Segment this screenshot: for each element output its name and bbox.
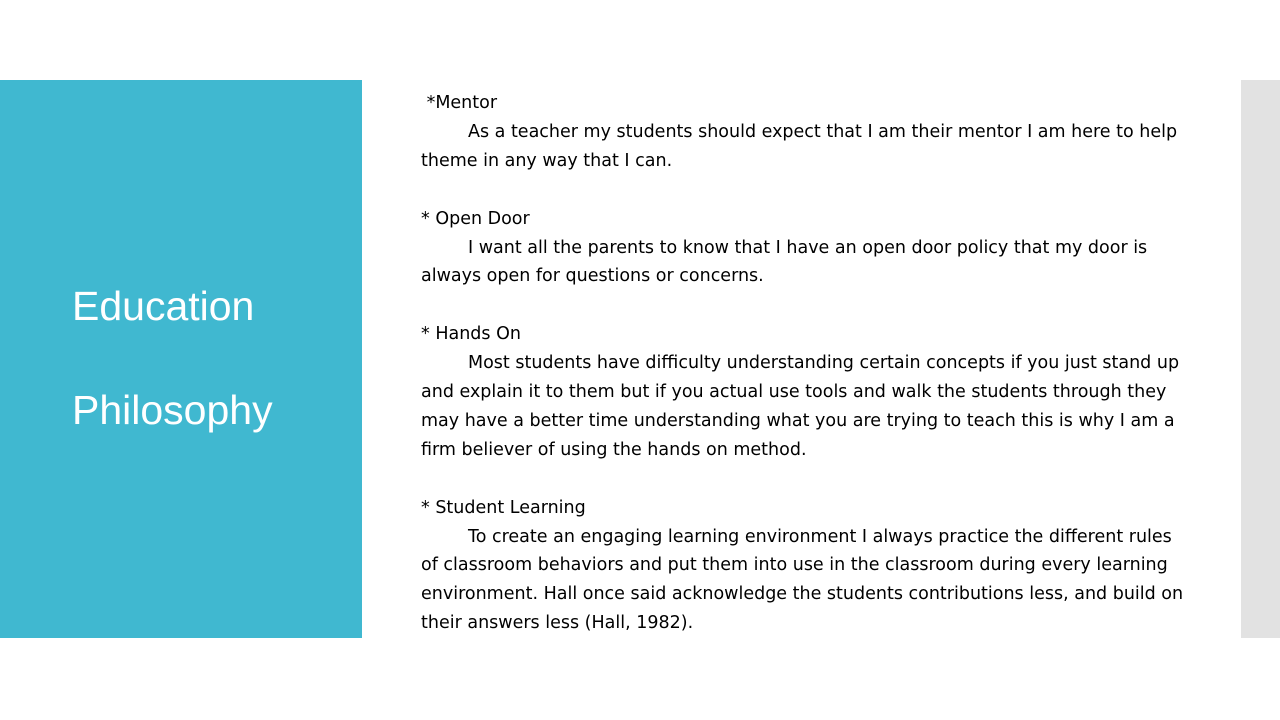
section-text: Most students have difficulty understanding certain concepts if you just stand up and explain it to them but if you actual use tools and walk the students through they may have a better time understanding what you are trying to teach this is why I am a firm believer of using the hands on method. [421, 353, 1180, 460]
section-text: I want all the parents to know that I have an open door policy that my door is always open for questions or concerns. [421, 237, 1148, 287]
section-heading: *Mentor [421, 93, 498, 113]
right-sidebar-bar [1241, 80, 1280, 638]
section-open-door [421, 205, 1189, 292]
section-text: As a teacher my students should expect that I am their mentor I am here to help theme in any way that I can. [421, 121, 1178, 171]
content-body [421, 89, 1189, 638]
section-heading: * Hands On [421, 324, 521, 345]
section-heading: * Student Learning [421, 497, 586, 518]
section-mentor [421, 89, 1189, 176]
section-text: To create an engaging learning environment I always practice the different rules of classroom behaviors and put them into use in the classroom during every learning environment. Hall once said acknowledge the students contributions less, and build on their answers less (Hall, 1982). [421, 526, 1184, 634]
section-student-learning [421, 494, 1189, 639]
title-line-philosophy: Philosophy [72, 387, 273, 433]
title-line-education: Education [72, 283, 255, 329]
section-hands-on [421, 320, 1189, 465]
section-heading: * Open Door [421, 208, 530, 229]
slide-title [72, 280, 273, 436]
